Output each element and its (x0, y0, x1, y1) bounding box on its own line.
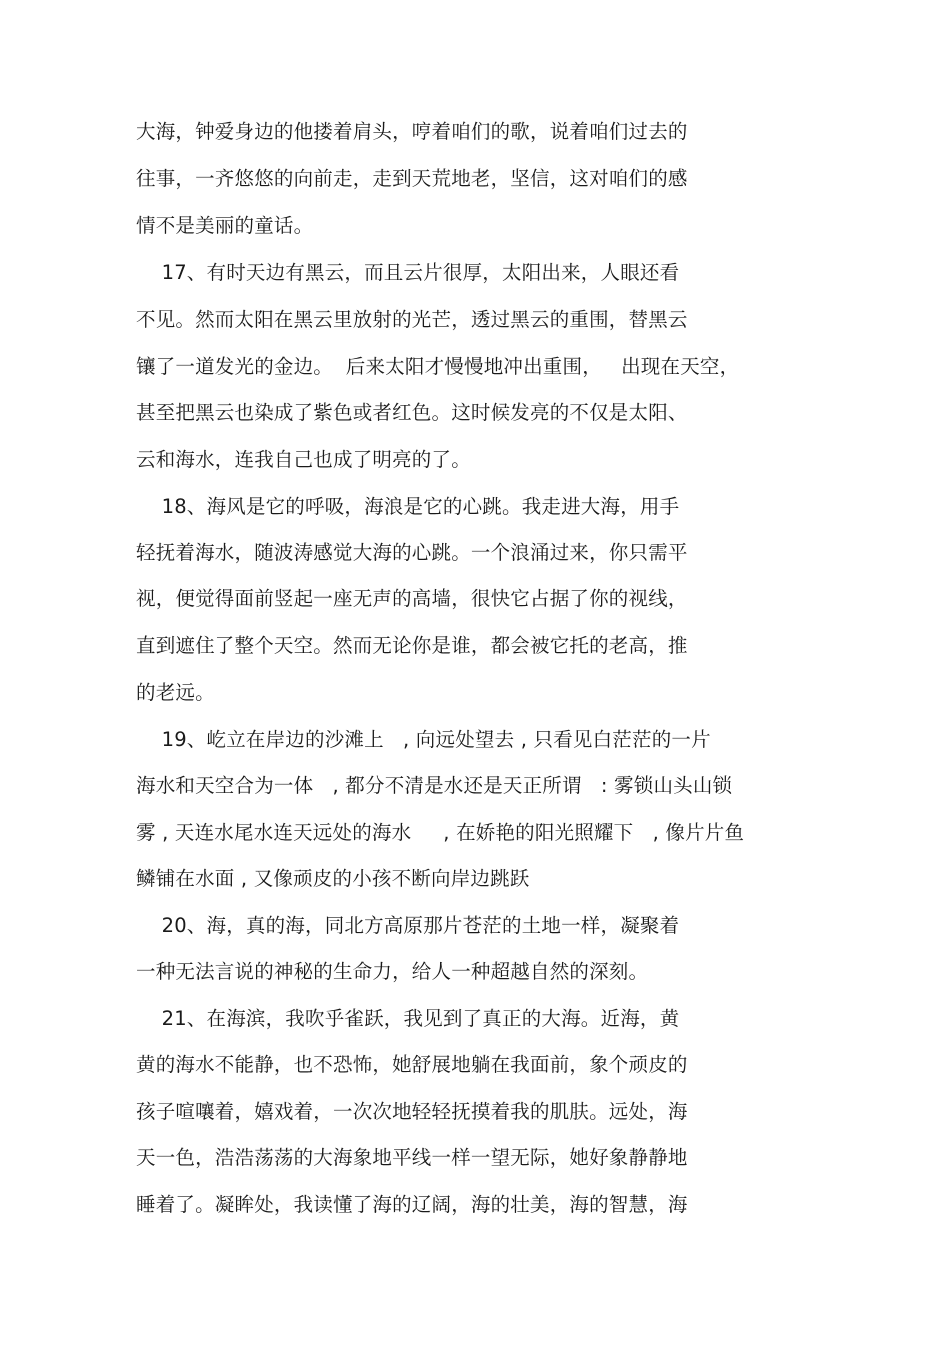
text-line: 情不是美丽的童话。 (136, 214, 314, 237)
text-line: 海水和天空合为一体 , 都分不清是水还是天正所谓 : 雾锁山头山锁 (136, 774, 733, 797)
text-line: 雾 , 天连水尾水连天远处的海水 , 在娇艳的阳光照耀下 , 像片片鱼 (136, 821, 745, 844)
text-line: 视，便觉得面前竖起一座无声的高墙，很快它占据了你的视线， (136, 587, 688, 610)
text-line: 天一色，浩浩荡荡的大海象地平线一样一望无际，她好象静静地 (136, 1146, 688, 1169)
text-line: 镶了一道发光的金边。 后来太阳才慢慢地冲出重围， 出现在天空， (136, 355, 740, 378)
text-line: 往事，一齐悠悠的向前走，走到天荒地老，坚信，这对咱们的感 (136, 167, 688, 190)
text-line: 的老远。 (136, 681, 215, 704)
text-line: 云和海水，连我自己也成了明亮的了。 (136, 448, 471, 471)
text-line: 轻抚着海水，随波涛感觉大海的心跳。一个浪涌过来，你只需平 (136, 541, 688, 564)
text-line: 不见。然而太阳在黑云里放射的光芒，透过黑云的重围，替黑云 (136, 308, 688, 331)
paragraph-21-start: 21、在海滨，我吹乎雀跃，我见到了真正的大海。近海，黄 (136, 1007, 680, 1030)
text-line: 大海，钟爱身边的他搂着肩头，哼着咱们的歌，说着咱们过去的 (136, 120, 688, 143)
paragraph-18-start: 18、海风是它的呼吸，海浪是它的心跳。我走进大海，用手 (136, 495, 680, 518)
text-line: 黄的海水不能静，也不恐怖，她舒展地躺在我面前，象个顽皮的 (136, 1053, 688, 1076)
text-line: 睡着了。凝眸处，我读懂了海的辽阔，海的壮美，海的智慧，海 (136, 1193, 688, 1216)
paragraph-19-start: 19、屹立在岸边的沙滩上 , 向远处望去 , 只看见白茫茫的一片 (136, 728, 711, 751)
text-line: 一种无法言说的神秘的生命力，给人一种超越自然的深刻。 (136, 960, 649, 983)
text-line: 孩子喧嚷着，嬉戏着，一次次地轻轻抚摸着我的肌肤。远处，海 (136, 1100, 688, 1123)
paragraph-20-start: 20、海，真的海，同北方高原那片苍茫的土地一样，凝聚着 (136, 914, 680, 937)
text-line: 鳞铺在水面 , 又像顽皮的小孩不断向岸边跳跃 (136, 867, 530, 890)
text-line: 甚至把黑云也染成了紫色或者红色。这时候发亮的不仅是太阳、 (136, 401, 688, 424)
paragraph-17-start: 17、有时天边有黑云，而且云片很厚，太阳出来，人眼还看 (136, 261, 680, 284)
text-line: 直到遮住了整个天空。然而无论你是谁，都会被它托的老高，推 (136, 634, 688, 657)
